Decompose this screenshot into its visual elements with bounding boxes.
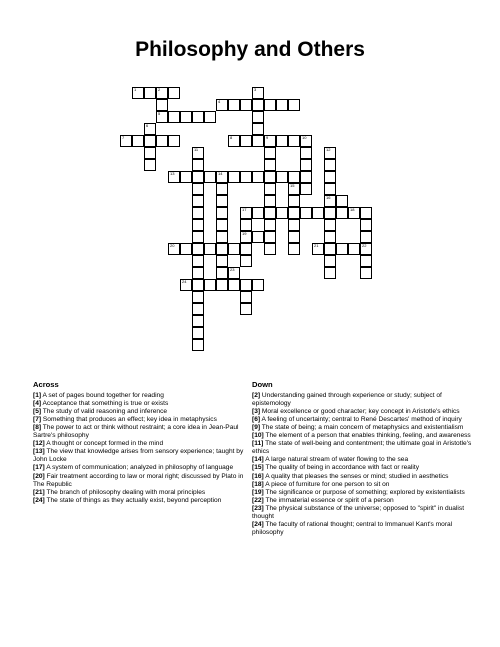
grid-cell[interactable]: [300, 159, 312, 171]
grid-cell[interactable]: [264, 159, 276, 171]
clue-label: [24]: [252, 520, 264, 528]
grid-cell[interactable]: [240, 219, 252, 231]
down-clue: [252, 440, 474, 456]
clue-label: [22]: [252, 496, 264, 504]
grid-cell[interactable]: [180, 111, 192, 123]
grid-cell[interactable]: [252, 135, 264, 147]
clue-label: [20]: [33, 472, 45, 480]
clue-text: Acceptance that something is true or exists: [42, 400, 169, 408]
grid-cell[interactable]: [276, 207, 288, 219]
clue-text: A large natural stream of water flowing to the sea: [265, 456, 409, 464]
down-clues: [252, 381, 474, 537]
grid-cell[interactable]: [156, 87, 168, 99]
grid-cell[interactable]: [264, 135, 276, 147]
grid-cell[interactable]: [216, 219, 228, 231]
clue-text: The immaterial essence or spirit of a person: [265, 496, 394, 504]
clue-number: 19: [242, 231, 247, 236]
grid-cell[interactable]: [264, 243, 276, 255]
grid-cell[interactable]: [348, 243, 360, 255]
grid-cell[interactable]: [324, 255, 336, 267]
grid-cell[interactable]: [204, 279, 216, 291]
grid-cell[interactable]: [180, 243, 192, 255]
grid-cell[interactable]: [264, 195, 276, 207]
grid-cell[interactable]: [216, 207, 228, 219]
grid-cell[interactable]: [264, 99, 276, 111]
grid-cell[interactable]: [276, 99, 288, 111]
across-clue: [33, 408, 247, 416]
puzzle-title: Philosophy and Others: [135, 38, 365, 61]
grid-cell[interactable]: [240, 99, 252, 111]
grid-cell[interactable]: [252, 171, 264, 183]
grid-cell[interactable]: [192, 231, 204, 243]
grid-cell[interactable]: [192, 159, 204, 171]
clue-text: The state of things as they actually exist, beyond perception: [46, 496, 222, 504]
grid-cell[interactable]: [192, 243, 204, 255]
clue-label: [1]: [33, 392, 42, 400]
grid-cell[interactable]: [216, 195, 228, 207]
clue-label: [5]: [33, 408, 42, 416]
grid-cell[interactable]: [300, 207, 312, 219]
grid-cell[interactable]: [192, 315, 204, 327]
clue-number: 4: [218, 99, 221, 104]
grid-cell[interactable]: [192, 339, 204, 351]
grid-cell[interactable]: [360, 219, 372, 231]
across-clue: [33, 400, 247, 408]
down-clue: [252, 481, 474, 489]
clue-text: A thought or concept formed in the mind: [46, 440, 164, 448]
clue-text: A feeling of uncertainty; central to René Descartes' method of inquiry: [261, 416, 462, 424]
grid-cell[interactable]: [288, 183, 300, 195]
clue-text: The state of well-being and contentment; the ultimate goal in Aristotle's ethics: [252, 440, 472, 456]
grid-cell[interactable]: [252, 111, 264, 123]
grid-cell[interactable]: [300, 147, 312, 159]
grid-cell[interactable]: [312, 207, 324, 219]
clue-label: [2]: [252, 392, 261, 400]
clue-number: 12: [326, 147, 331, 152]
clue-text: A piece of furniture for one person to sit on: [265, 480, 390, 488]
grid-cell[interactable]: [360, 243, 372, 255]
clue-text: The element of a person that enables thinking, feeling, and awareness: [265, 432, 471, 440]
grid-cell[interactable]: [192, 147, 204, 159]
clue-label: [21]: [33, 488, 45, 496]
grid-cell[interactable]: [168, 111, 180, 123]
clue-label: [7]: [33, 416, 42, 424]
grid-cell[interactable]: [324, 171, 336, 183]
grid-cell[interactable]: [204, 171, 216, 183]
across-clue: [33, 497, 247, 505]
grid-cell[interactable]: [240, 207, 252, 219]
grid-cell[interactable]: [168, 171, 180, 183]
grid-cell[interactable]: [180, 279, 192, 291]
grid-cell[interactable]: [300, 171, 312, 183]
grid-cell[interactable]: [192, 195, 204, 207]
grid-cell[interactable]: [216, 171, 228, 183]
across-clue: [33, 424, 247, 440]
grid-cell[interactable]: [204, 111, 216, 123]
clue-text: The view that knowledge arises from sensory experience; taught by John Locke: [33, 448, 244, 464]
clue-label: [24]: [33, 496, 45, 504]
grid-cell[interactable]: [288, 135, 300, 147]
clue-label: [14]: [252, 456, 264, 464]
grid-cell[interactable]: [324, 219, 336, 231]
grid-cell[interactable]: [204, 243, 216, 255]
grid-cell[interactable]: [324, 183, 336, 195]
clue-label: [11]: [252, 440, 264, 448]
grid-cell[interactable]: [336, 243, 348, 255]
grid-cell[interactable]: [252, 279, 264, 291]
clue-text: Something that produces an effect; key idea in metaphysics: [42, 416, 217, 424]
grid-cell[interactable]: [156, 99, 168, 111]
clue-number: 8: [230, 135, 233, 140]
clue-number: 1: [134, 87, 137, 92]
grid-cell[interactable]: [252, 231, 264, 243]
across-clue: [33, 489, 247, 497]
grid-cell[interactable]: [240, 135, 252, 147]
grid-cell[interactable]: [288, 99, 300, 111]
clue-text: Moral excellence or good character; key concept in Aristotle's ethics: [261, 408, 460, 416]
grid-cell[interactable]: [240, 171, 252, 183]
grid-cell[interactable]: [252, 123, 264, 135]
grid-cell[interactable]: [300, 183, 312, 195]
grid-cell[interactable]: [228, 135, 240, 147]
clue-number: 13: [170, 171, 175, 176]
grid-cell[interactable]: [192, 279, 204, 291]
grid-cell[interactable]: [168, 243, 180, 255]
grid-cell[interactable]: [324, 243, 336, 255]
grid-cell[interactable]: [252, 99, 264, 111]
grid-cell[interactable]: [348, 207, 360, 219]
grid-cell[interactable]: [192, 255, 204, 267]
grid-cell[interactable]: [264, 183, 276, 195]
clue-number: 11: [194, 147, 199, 152]
grid-cell[interactable]: [336, 195, 348, 207]
grid-cell[interactable]: [192, 303, 204, 315]
grid-cell[interactable]: [324, 147, 336, 159]
grid-cell[interactable]: [240, 231, 252, 243]
down-clue: [252, 521, 474, 537]
grid-cell[interactable]: [360, 231, 372, 243]
grid-cell[interactable]: [216, 267, 228, 279]
clue-number: 18: [350, 207, 355, 212]
down-clue: [252, 392, 474, 408]
clue-number: 6: [146, 123, 149, 128]
down-heading: Down: [252, 380, 273, 389]
grid-cell[interactable]: [216, 99, 228, 111]
grid-cell[interactable]: [336, 207, 348, 219]
grid-cell[interactable]: [240, 243, 252, 255]
clue-text: The faculty of rational thought; central to Immanuel Kant's moral philosophy: [252, 520, 453, 536]
clue-number: 14: [218, 171, 223, 176]
down-clue: [252, 489, 474, 497]
clue-label: [9]: [252, 424, 261, 432]
clue-number: 3: [254, 87, 257, 92]
grid-cell[interactable]: [216, 243, 228, 255]
clue-label: [15]: [252, 464, 264, 472]
grid-cell[interactable]: [264, 171, 276, 183]
clue-number: 24: [182, 279, 187, 284]
clue-text: The study of valid reasoning and inference: [42, 408, 168, 416]
grid-cell[interactable]: [288, 231, 300, 243]
grid-cell[interactable]: [324, 231, 336, 243]
grid-cell[interactable]: [324, 267, 336, 279]
grid-cell[interactable]: [276, 135, 288, 147]
down-clue: [252, 408, 474, 416]
grid-cell[interactable]: [264, 231, 276, 243]
grid-cell[interactable]: [216, 279, 228, 291]
clue-text: The state of being; a main concern of metaphysics and existentialism: [261, 424, 464, 432]
clue-label: [13]: [33, 448, 45, 456]
grid-cell[interactable]: [240, 255, 252, 267]
grid-cell[interactable]: [264, 219, 276, 231]
clue-label: [3]: [252, 408, 261, 416]
down-clue: [252, 416, 474, 424]
clue-label: [4]: [33, 400, 42, 408]
grid-cell[interactable]: [228, 171, 240, 183]
grid-cell[interactable]: [192, 207, 204, 219]
clue-number: 2: [158, 87, 161, 92]
grid-cell[interactable]: [192, 291, 204, 303]
clue-label: [12]: [33, 440, 45, 448]
clue-text: The significance or purpose of something; explored by existentialists: [265, 488, 465, 496]
grid-cell[interactable]: [168, 135, 180, 147]
across-clue: [33, 448, 247, 464]
clue-label: [10]: [252, 432, 264, 440]
grid-cell[interactable]: [156, 111, 168, 123]
clue-label: [18]: [252, 480, 264, 488]
clue-number: 15: [290, 183, 295, 188]
grid-cell[interactable]: [216, 255, 228, 267]
grid-cell[interactable]: [240, 279, 252, 291]
grid-cell[interactable]: [228, 99, 240, 111]
grid-cell[interactable]: [216, 231, 228, 243]
clue-text: A quality that pleases the senses or mind; studied in aesthetics: [265, 472, 449, 480]
clue-number: 17: [242, 207, 247, 212]
across-clue: [33, 464, 247, 472]
grid-cell[interactable]: [288, 195, 300, 207]
clue-label: [8]: [33, 424, 42, 432]
grid-cell[interactable]: [132, 87, 144, 99]
clue-text: Understanding gained through experience or study; subject of epistemology: [252, 392, 442, 408]
clue-text: A system of communication; analyzed in philosophy of language: [46, 464, 234, 472]
across-heading: Across: [33, 380, 59, 389]
grid-cell[interactable]: [144, 87, 156, 99]
grid-cell[interactable]: [156, 135, 168, 147]
down-clue: [252, 432, 474, 440]
clue-number: 7: [122, 135, 125, 140]
clue-number: 21: [314, 243, 319, 248]
grid-cell[interactable]: [240, 291, 252, 303]
grid-cell[interactable]: [360, 207, 372, 219]
down-clue: [252, 497, 474, 505]
clue-text: The quality of being in accordance with fact or reality: [265, 464, 420, 472]
clue-text: The physical substance of the universe; opposed to "spirit" in dualist thought: [252, 504, 465, 520]
clue-label: [19]: [252, 488, 264, 496]
grid-cell[interactable]: [252, 207, 264, 219]
grid-cell[interactable]: [324, 195, 336, 207]
grid-cell[interactable]: [264, 147, 276, 159]
grid-cell[interactable]: [192, 267, 204, 279]
clue-number: 5: [158, 111, 161, 116]
grid-cell[interactable]: [240, 303, 252, 315]
grid-cell[interactable]: [288, 171, 300, 183]
grid-cell[interactable]: [324, 159, 336, 171]
down-clue: [252, 505, 474, 521]
clue-text: Fair treatment according to law or moral right; discussed by Plato in The Republic: [33, 472, 244, 488]
grid-cell[interactable]: [360, 255, 372, 267]
clue-number: 23: [230, 267, 235, 272]
across-clue: [33, 440, 247, 448]
clue-label: [17]: [33, 464, 45, 472]
down-clue: [252, 424, 474, 432]
clue-text: The power to act or think without restraint; a core idea in Jean-Paul Sartre's philosophy: [33, 424, 239, 440]
grid-cell[interactable]: [228, 243, 240, 255]
grid-cell[interactable]: [144, 123, 156, 135]
clue-label: [6]: [252, 416, 261, 424]
grid-cell[interactable]: [228, 279, 240, 291]
clue-label: [23]: [252, 504, 264, 512]
clue-text: The branch of philosophy dealing with moral principles: [46, 488, 206, 496]
grid-cell[interactable]: [144, 147, 156, 159]
grid-cell[interactable]: [324, 207, 336, 219]
grid-cell[interactable]: [216, 183, 228, 195]
clue-label: [16]: [252, 472, 264, 480]
clue-number: 22: [362, 243, 367, 248]
grid-cell[interactable]: [276, 171, 288, 183]
grid-cell[interactable]: [168, 87, 180, 99]
across-clues: [33, 381, 247, 505]
grid-cell[interactable]: [192, 183, 204, 195]
down-clue: [252, 464, 474, 472]
grid-cell[interactable]: [192, 327, 204, 339]
clue-text: A set of pages bound together for reading: [42, 392, 164, 400]
grid-cell[interactable]: [144, 135, 156, 147]
across-clue: [33, 473, 247, 489]
grid-cell[interactable]: [228, 267, 240, 279]
clue-number: 16: [326, 195, 331, 200]
across-clue: [33, 416, 247, 424]
grid-cell[interactable]: [132, 135, 144, 147]
grid-cell[interactable]: [288, 207, 300, 219]
grid-cell[interactable]: [192, 171, 204, 183]
down-clue: [252, 456, 474, 464]
clue-number: 9: [266, 135, 269, 140]
grid-cell[interactable]: [300, 135, 312, 147]
grid-cell[interactable]: [264, 207, 276, 219]
across-clue: [33, 392, 247, 400]
grid-cell[interactable]: [144, 159, 156, 171]
grid-cell[interactable]: [312, 243, 324, 255]
grid-cell[interactable]: [120, 135, 132, 147]
grid-cell[interactable]: [192, 219, 204, 231]
clue-number: 10: [302, 135, 307, 140]
grid-cell[interactable]: [288, 243, 300, 255]
grid-cell[interactable]: [252, 87, 264, 99]
down-clue: [252, 473, 474, 481]
grid-cell[interactable]: [360, 267, 372, 279]
grid-cell[interactable]: [180, 171, 192, 183]
grid-cell[interactable]: [288, 219, 300, 231]
grid-cell[interactable]: [192, 111, 204, 123]
clue-number: 20: [170, 243, 175, 248]
